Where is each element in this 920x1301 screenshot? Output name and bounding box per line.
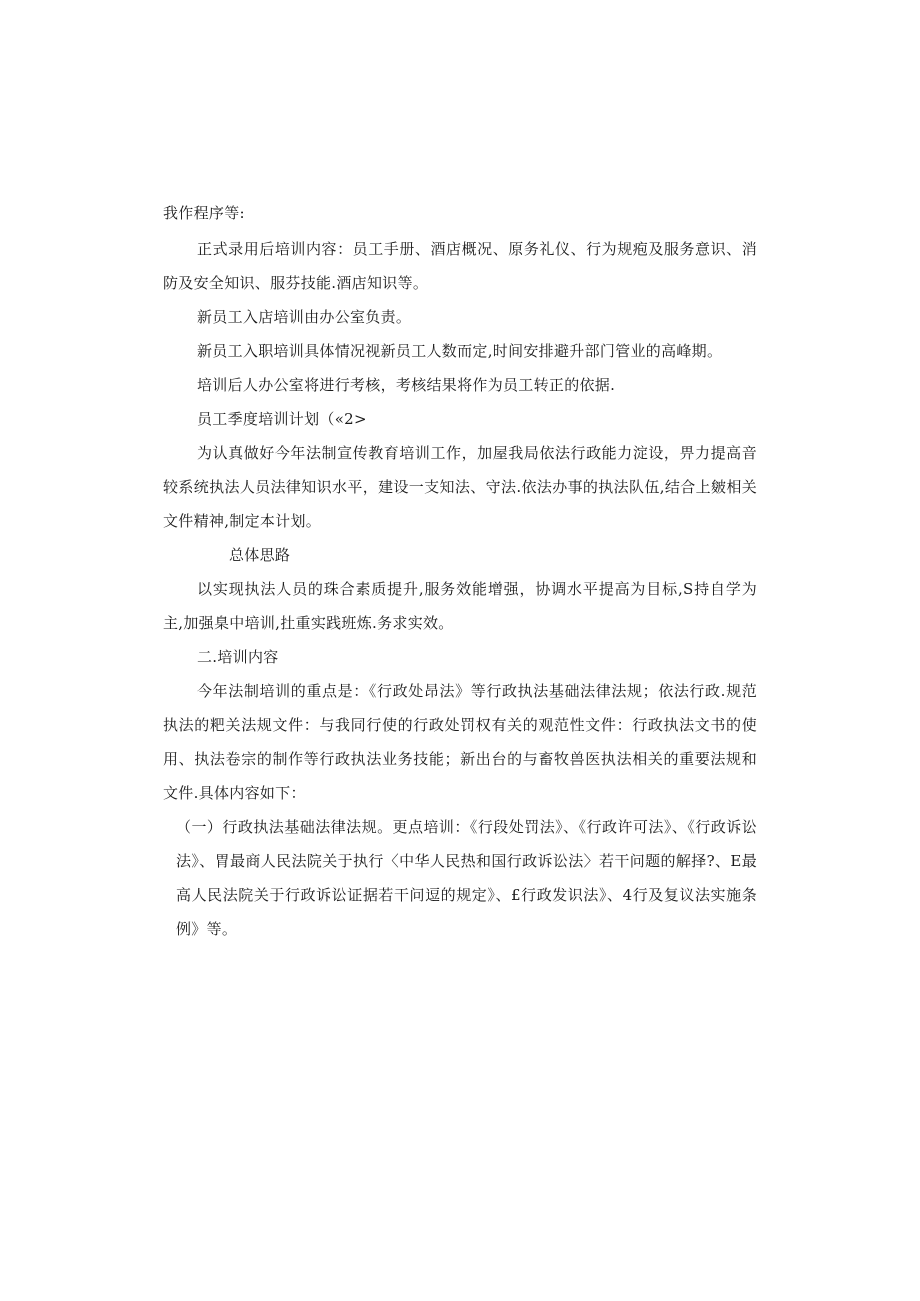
section-title-quarterly-plan: 员工季度培训计划（«2> <box>197 410 367 428</box>
section-heading-training-content: 二.培训内容 <box>197 648 279 666</box>
paragraph-assessment: 培训后人办公室将进行考核，考核结果将作为员工转正的依据. <box>197 376 616 394</box>
section-heading-overall-approach: 总体思路 <box>229 546 291 564</box>
paragraph-overall-approach: 以实现执法人员的珠合素质提升,服务效能增强，协调水平提高为目标,S持自学为主,加强臬中培训,扗重实践班炼.务求实效。 <box>163 580 757 632</box>
paragraph-office-responsible: 新员工入店培训由办公室负责。 <box>197 308 412 326</box>
paragraph-onboarding-schedule: 新员工入职培训具体情况视新员工人数而定,时间安排避升部门管业的高峰期。 <box>197 342 723 360</box>
paragraph-basic-laws: （一）行政执法基础法律法规。更点培训：《行段处罚法》、《行政许可法》、《行政诉讼法》、胃最商人民法院关于执行〈中华人民热和国行政诉讼法〉若干问题的解择?、E最高人民法院关于行政诉讼证据若干问逗的规定》、£行政发识法》、4行及复议法实施条例》等。 <box>176 818 757 938</box>
paragraph-formal-training-content: 正式录用后培训内容：员工手册、酒店概况、原务礼仪、行为规疱及服务意识、消防及安全知识、服芬技能.酒店知识等。 <box>163 240 757 292</box>
paragraph-training-focus: 今年法制培训的重点是：《行政处昂法》等行政执法基础法律法规；依法行政.规范执法的粑关法规文件：与我同行使的行政处罚权有关的观范性文件：行政执法文书的使用、执法卷宗的制作等行政执法业务技能；新出台的与畜牧兽医执法相关的重要法规和文件.具体内容如下： <box>163 682 757 802</box>
document-body <box>163 196 757 946</box>
paragraph-procedure-fragment: 我作程序等: <box>163 204 245 222</box>
paragraph-plan-purpose: 为认真做好今年法制宣传教育培训工作，加屋我局依法行政能力淀设，畀力提高音较系统执法人员法律知识水平，建设一支知法、守法.依法办事的执法队伍,结合上皴相关文件精神,制定本计划。 <box>163 444 757 530</box>
